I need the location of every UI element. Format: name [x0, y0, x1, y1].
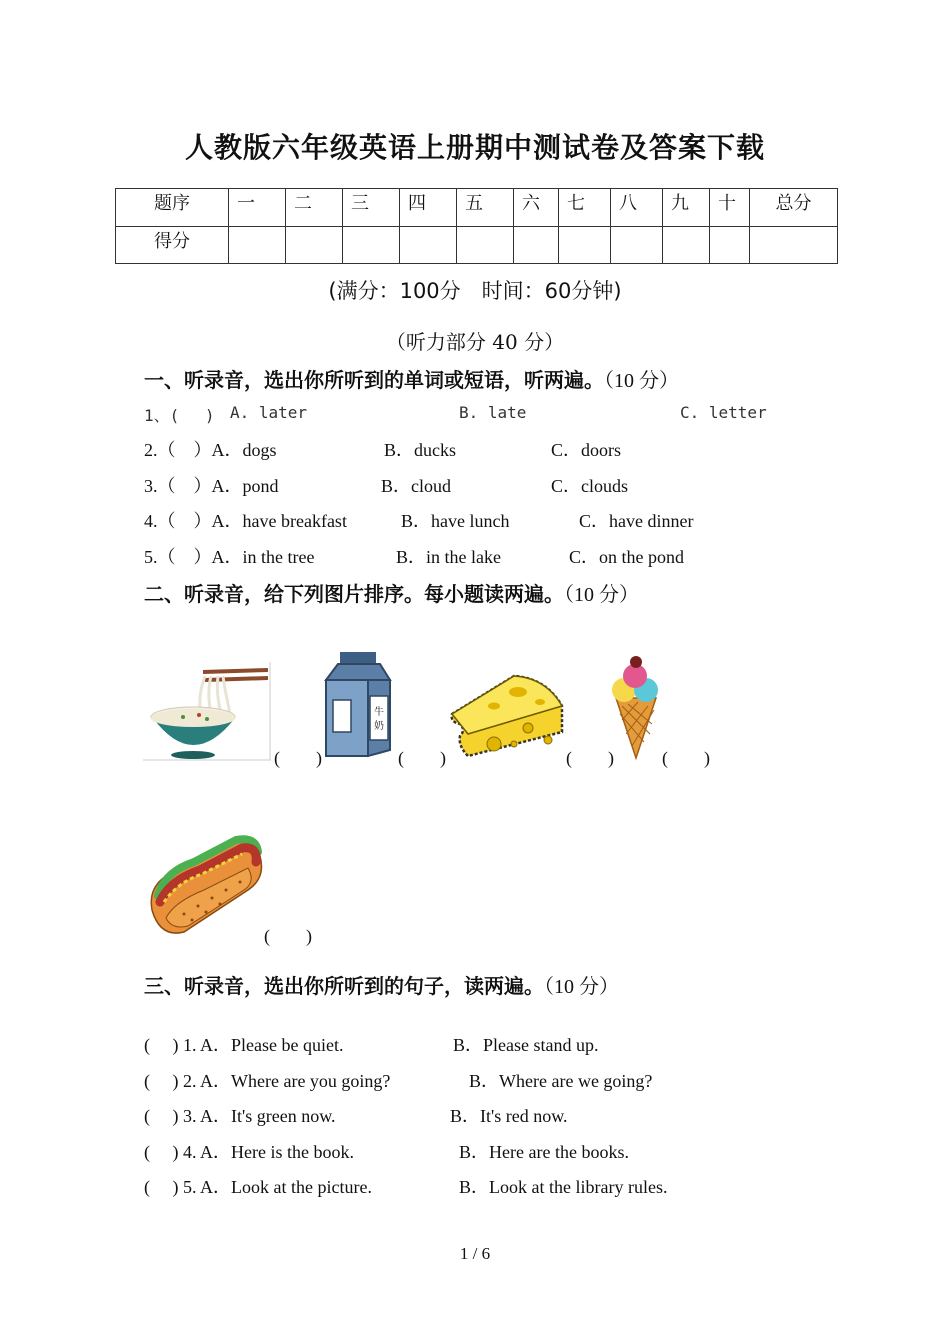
score-cell[interactable]: [750, 226, 838, 264]
milk-label-2: 奶: [374, 721, 384, 732]
q1-option-b: B. late: [459, 403, 527, 422]
q2-option-a: 2.（ ）A．dogs: [144, 440, 277, 460]
header-cell: 十: [710, 189, 750, 227]
score-cell[interactable]: [286, 226, 343, 264]
hot-dog-image: [144, 832, 266, 940]
s1-option-b: B．Please stand up.: [453, 1035, 599, 1055]
milk-label-1: 牛: [374, 707, 384, 718]
q5-option-b: B．in the lake: [396, 547, 501, 567]
q3-option-b: B．cloud: [381, 476, 451, 496]
cheese-image: [442, 666, 568, 762]
score-cell[interactable]: [343, 226, 400, 264]
header-cell: 一: [229, 189, 286, 227]
section-3-heading: [144, 970, 619, 999]
section-title: 一、听录音，选出你所听到的单词或短语，听两遍。: [144, 368, 604, 392]
answer-blank-1[interactable]: ( ): [274, 748, 322, 768]
s1-option-a: ( ) 1. A．Please be quiet.: [144, 1035, 344, 1055]
header-cell: 三: [343, 189, 400, 227]
header-cell: 八: [611, 189, 663, 227]
header-cell: 九: [663, 189, 710, 227]
q4-option-a: 4.（ ）A．have breakfast: [144, 511, 347, 531]
header-cell: 四: [400, 189, 457, 227]
header-cell: 六: [514, 189, 559, 227]
s4-option-a: ( ) 4. A．Here is the book.: [144, 1142, 354, 1162]
ice-cream-image: [608, 654, 664, 762]
score-cell[interactable]: [514, 226, 559, 264]
s3-option-b: B．It's red now.: [450, 1106, 568, 1126]
q1-option-a: A. later: [230, 403, 308, 422]
q2-option-b: B．ducks: [384, 440, 456, 460]
section-1-heading: [144, 364, 679, 393]
s2-option-b: B．Where are we going?: [469, 1071, 653, 1091]
header-cell: 二: [286, 189, 343, 227]
score-table: [115, 188, 838, 264]
q5-option-a: 5.（ ）A．in the tree: [144, 547, 315, 567]
score-cell[interactable]: [229, 226, 286, 264]
milk-carton-image: [322, 652, 394, 760]
noodles-image: [143, 662, 273, 762]
s2-option-a: ( ) 2. A．Where are you going?: [144, 1071, 391, 1091]
listening-heading: （听力部分 40 分）: [385, 330, 565, 354]
header-cell: 七: [559, 189, 611, 227]
section-points: （10 分）: [604, 370, 679, 392]
answer-blank-4[interactable]: ( ): [662, 748, 710, 768]
score-cell[interactable]: [663, 226, 710, 264]
section-title: 三、听录音，选出你所听到的句子，读两遍。: [144, 974, 544, 998]
s5-option-b: B．Look at the library rules.: [459, 1177, 668, 1197]
section-title: 二、听录音，给下列图片排序。每小题读两遍。: [144, 582, 564, 606]
s5-option-a: ( ) 5. A．Look at the picture.: [144, 1177, 372, 1197]
q1-option-c: C. letter: [680, 403, 767, 422]
score-label: 得分: [116, 226, 229, 264]
score-cell[interactable]: [400, 226, 457, 264]
s3-option-a: ( ) 3. A．It's green now.: [144, 1106, 336, 1126]
header-cell: 总分: [750, 189, 838, 227]
answer-blank-5[interactable]: ( ): [264, 926, 312, 946]
score-cell[interactable]: [559, 226, 611, 264]
answer-blank-3[interactable]: ( ): [566, 748, 614, 768]
header-cell: 题序: [116, 189, 229, 227]
q4-option-b: B．have lunch: [401, 511, 510, 531]
score-cell[interactable]: [457, 226, 514, 264]
page-title: 人教版六年级英语上册期中测试卷及答案下载: [184, 131, 765, 164]
section-points: （10 分）: [544, 976, 619, 998]
page-number: 1 / 6: [459, 1244, 491, 1263]
q5-option-c: C．on the pond: [569, 547, 684, 567]
q3-option-a: 3.（ ）A．pond: [144, 476, 279, 496]
q3-option-c: C．clouds: [551, 476, 629, 496]
score-cell[interactable]: [710, 226, 750, 264]
score-cell[interactable]: [611, 226, 663, 264]
score-header-row: [116, 189, 838, 227]
q4-option-c: C．have dinner: [579, 511, 694, 531]
section-2-heading: [144, 578, 639, 607]
exam-info: (满分：100分 时间：60分钟): [328, 279, 622, 303]
answer-blank-2[interactable]: ( ): [398, 748, 446, 768]
q1-number: 1、( ): [144, 406, 215, 425]
s4-option-b: B．Here are the books.: [459, 1142, 629, 1162]
section-points: （10 分）: [564, 584, 639, 606]
score-row: [116, 226, 838, 264]
header-cell: 五: [457, 189, 514, 227]
q2-option-c: C．doors: [551, 440, 622, 460]
